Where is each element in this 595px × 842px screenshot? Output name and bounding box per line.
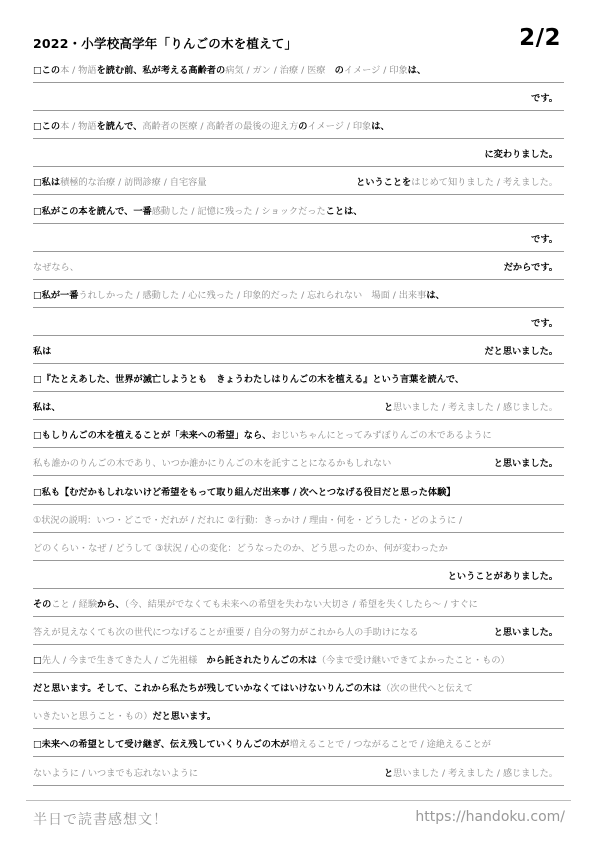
line-prompt-text [33, 740, 491, 749]
writing-line[interactable] [33, 565, 564, 589]
line-prompt-text [33, 769, 198, 778]
line-prompt-text [33, 375, 464, 384]
prompt-fixed-text: と [383, 402, 394, 414]
prompt-fixed-text: を読んで、 [96, 121, 143, 133]
prompt-choice-text: 本 / 物語 [60, 65, 97, 76]
prompt-choice-text: 積極的な治療 / 訪問診療 / 自宅容量 [60, 177, 207, 189]
prompt-fixed-text: ことは、 [325, 205, 363, 217]
prompt-choice-text: はじめて知りました / 考えました。 [411, 177, 558, 189]
line-prompt-text [33, 403, 61, 412]
prompt-fixed-text: から、 [97, 598, 125, 610]
writing-line[interactable] [33, 256, 564, 280]
prompt-fixed-text: □『たとえあした、世界が滅亡しようとも きょうわたしはりんごの木を植える』という言葉を読んで、 [33, 374, 465, 386]
prompt-fixed-text: だと思いました。 [484, 346, 558, 357]
prompt-choice-text: イメージ / 印象 [307, 121, 372, 133]
prompt-fixed-text: を読む前、私が考える高齢者の [96, 65, 226, 76]
line-prompt-text [33, 656, 510, 665]
writing-line[interactable] [33, 312, 564, 336]
prompt-choice-text: 高齢者の医療 / 高齢者の最後の迎え方 [142, 121, 299, 133]
prompt-choice-text: ないように / いつまでも忘れないように [33, 767, 199, 779]
line-end-text [504, 263, 558, 272]
prompt-choice-text: （今、結果がでなくても未来への希望を失わない大切さ / 希望を失くしたら～ / すぐに [124, 598, 478, 610]
writing-line[interactable] [33, 537, 564, 561]
line-prompt-text [33, 459, 391, 468]
line-end-text [531, 319, 558, 328]
line-end-text [356, 178, 558, 187]
prompt-choice-text: ①状況の説明：いつ・どこで・だれが / だれに ②行動：きっかけ / 理由・何を・どうした・どのように / [33, 514, 463, 526]
line-prompt-text [33, 347, 51, 356]
line-prompt-text [33, 207, 362, 216]
writing-line[interactable] [33, 481, 564, 505]
prompt-choice-text: なぜなら、 [33, 261, 79, 273]
line-prompt-text [33, 544, 448, 553]
line-prompt-text [33, 600, 478, 609]
writing-line[interactable] [33, 396, 564, 420]
prompt-fixed-text: □私がこの本を読んで、一番 [33, 205, 152, 217]
line-end-text [485, 347, 559, 356]
writing-line[interactable] [33, 115, 564, 139]
writing-line[interactable] [33, 509, 564, 533]
writing-line[interactable] [33, 733, 564, 757]
line-prompt-text [33, 263, 79, 272]
prompt-fixed-text: 私は、 [33, 402, 61, 414]
page-number: 2/2 [519, 25, 561, 51]
prompt-choice-text: いきたいと思うこと・もの） [33, 711, 153, 723]
line-prompt-text [33, 66, 426, 75]
prompt-choice-text: 増えることで / つながることで / 途絶えることが [289, 739, 491, 751]
prompt-fixed-text: だと思います。 [152, 711, 217, 723]
writing-line[interactable] [33, 593, 564, 617]
writing-line[interactable] [33, 649, 564, 673]
prompt-fixed-text: から託されたりんごの木は [197, 655, 317, 667]
prompt-choice-text: 感動した / 記憶に残った / ショックだった [151, 205, 326, 217]
prompt-fixed-text: ということがありました。 [447, 570, 558, 582]
prompt-fixed-text: は、 [407, 65, 427, 76]
writing-line[interactable] [33, 762, 564, 786]
prompt-choice-text: 本 / 物語 [60, 121, 97, 133]
writing-line[interactable] [33, 424, 564, 448]
worksheet-title: 2022・小学校高学年「りんごの木を植えて」 [33, 36, 298, 51]
line-end-text [531, 235, 558, 244]
writing-line[interactable] [33, 171, 564, 195]
line-prompt-text [33, 712, 216, 721]
prompt-fixed-text: その [33, 598, 52, 610]
prompt-choice-text: 思いました / 考えました / 感じました。 [393, 767, 558, 779]
prompt-fixed-text: と [383, 767, 394, 779]
prompt-fixed-text: の [298, 121, 308, 133]
prompt-choice-text: （次の世代へと伝えて [381, 683, 474, 695]
footer-site-name: 半日で読書感想文！ [33, 812, 168, 828]
footer-url: https://handoku.com/ [415, 809, 565, 825]
prompt-fixed-text: □未来への希望として受け継ぎ、伝え残していくりんごの木が [33, 739, 290, 751]
prompt-fixed-text: と思いました。 [493, 458, 558, 470]
prompt-choice-text: 病気 / ガン / 治療 / 医療 [225, 65, 326, 76]
prompt-fixed-text: □私が一番 [33, 289, 79, 301]
prompt-fixed-text: 私は [33, 346, 52, 357]
line-end-text [448, 572, 558, 581]
line-prompt-text [33, 684, 473, 693]
prompt-choice-text: おじいちゃんにとってみずぼりんごの木であるように [271, 430, 492, 442]
prompt-fixed-text: □私も【むだかもしれないけど希望をもって取り組んだ出来事 / 次へとつなげる役目だと思った体験】 [33, 486, 456, 498]
footer-divider [26, 800, 571, 801]
prompt-choice-text: （今まで受け継いできてよかったこと・もの） [316, 655, 510, 667]
prompt-fixed-text: に変わりました。 [484, 149, 558, 161]
prompt-fixed-text: です。 [531, 233, 558, 245]
prompt-choice-text: うれしかった / 感動した / 心に残った / 印象的だった / 忘れられない 場面 / 出来事 [78, 289, 427, 301]
writing-line[interactable] [33, 340, 564, 364]
writing-line[interactable] [33, 59, 564, 83]
writing-line[interactable] [33, 452, 564, 476]
writing-line[interactable] [33, 143, 564, 167]
writing-line[interactable] [33, 705, 564, 729]
prompt-choice-text: こと / 経験 [51, 598, 98, 610]
line-prompt-text [33, 628, 418, 637]
prompt-fixed-text: □私は [33, 177, 61, 189]
writing-line[interactable] [33, 200, 564, 224]
prompt-choice-text: 先人 / 今まで生きてきた人 / ご先祖様 [41, 655, 198, 667]
line-prompt-text [33, 488, 456, 497]
prompt-fixed-text: と思いました。 [493, 627, 558, 638]
writing-line[interactable] [33, 228, 564, 252]
line-end-text [494, 459, 558, 468]
prompt-fixed-text: は、 [371, 121, 390, 133]
line-prompt-text [33, 431, 492, 440]
prompt-fixed-text: の [325, 65, 344, 76]
prompt-choice-text: 答えが見えなくても次の世代につなげることが重要 / 自分の努力がこれから人の手助けになる [33, 627, 419, 638]
prompt-fixed-text: □もしりんごの木を植えることが「未来への希望」なら、 [33, 430, 272, 442]
prompt-choice-text: 思いました / 考えました / 感じました。 [393, 402, 558, 414]
writing-line[interactable] [33, 677, 564, 701]
prompt-fixed-text: ということを [356, 177, 412, 189]
line-prompt-text [33, 178, 207, 187]
prompt-choice-text: イメージ / 印象 [343, 65, 408, 76]
prompt-fixed-text: だからです。 [503, 261, 558, 273]
line-prompt-text [33, 122, 390, 131]
prompt-fixed-text: □この [33, 65, 61, 76]
writing-line[interactable] [33, 284, 564, 308]
line-end-text [494, 628, 558, 637]
prompt-fixed-text: □ [33, 655, 42, 667]
line-end-text [531, 94, 558, 103]
line-end-text [384, 769, 558, 778]
prompt-fixed-text: □この [33, 121, 61, 133]
prompt-fixed-text: です。 [531, 317, 558, 329]
line-prompt-text [33, 291, 445, 300]
prompt-choice-text: どのくらい・なぜ / どうして ③状況 / 心の変化：どうなったのか、どう思ったのか、何が変わったか [33, 542, 448, 554]
line-end-text [485, 150, 559, 159]
line-prompt-text [33, 516, 462, 525]
prompt-fixed-text: は、 [426, 289, 445, 301]
writing-line[interactable] [33, 87, 564, 111]
prompt-fixed-text: だと思います。そして、これから私たちが残していかなくてはいけないりんごの木は [33, 683, 382, 695]
line-end-text [384, 403, 558, 412]
writing-line[interactable] [33, 621, 564, 645]
prompt-choice-text: 私も誰かのりんごの木であり、いつか誰かにりんごの木を託すことになるかもしれない [33, 458, 392, 470]
writing-line[interactable] [33, 368, 564, 392]
prompt-fixed-text: です。 [531, 93, 558, 105]
